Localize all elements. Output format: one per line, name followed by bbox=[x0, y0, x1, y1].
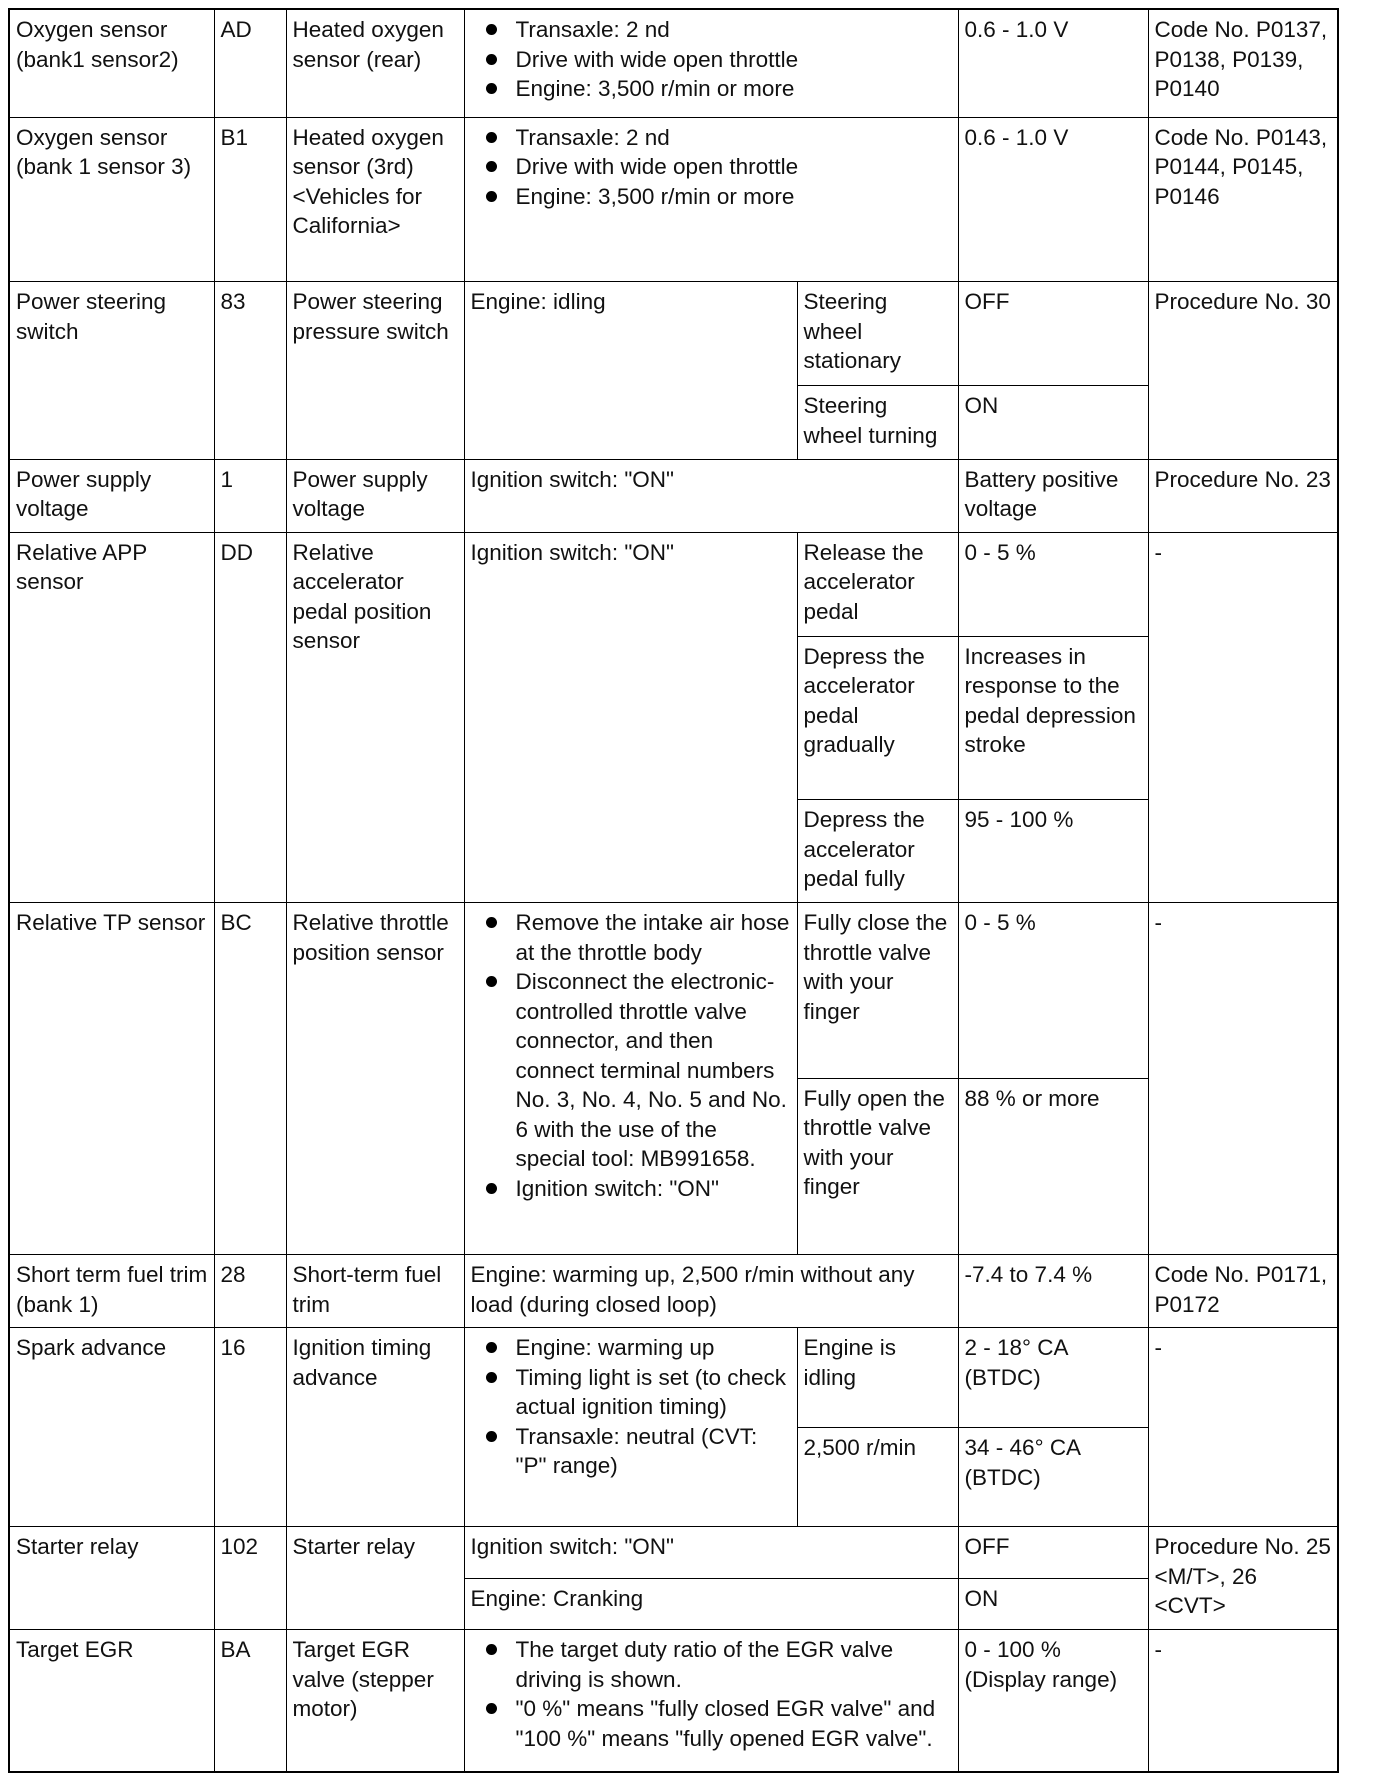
reference-cell: - bbox=[1148, 1328, 1338, 1527]
normal-condition-cell: 0.6 - 1.0 V bbox=[958, 117, 1148, 282]
item-cell: Spark advance bbox=[9, 1328, 214, 1527]
check-condition-cell bbox=[464, 9, 958, 117]
sub-condition-cell: 2,500 r/min bbox=[797, 1428, 958, 1527]
reference-cell: Procedure No. 30 bbox=[1148, 282, 1338, 460]
item-number-cell: DD bbox=[214, 532, 286, 903]
condition-item: Drive with wide open throttle bbox=[516, 152, 952, 182]
item-name-cell: Power supply voltage bbox=[286, 459, 464, 532]
sub-condition-cell: Release the accelerator pedal bbox=[797, 532, 958, 636]
condition-item: Engine: 3,500 r/min or more bbox=[516, 182, 952, 212]
normal-condition-cell: Battery positive voltage bbox=[958, 459, 1148, 532]
check-condition-cell bbox=[464, 1328, 797, 1527]
table-row bbox=[9, 117, 1338, 282]
item-cell: Target EGR bbox=[9, 1630, 214, 1773]
item-number-cell: AD bbox=[214, 9, 286, 117]
table-row bbox=[9, 459, 1338, 532]
normal-condition-cell: OFF bbox=[958, 1527, 1148, 1578]
item-cell: Oxygen sensor (bank1 sensor2) bbox=[9, 9, 214, 117]
table-row bbox=[9, 532, 1338, 636]
condition-item: Disconnect the electronic-controlled throttle valve connector, and then connect terminal numbers No. 3, No. 4, No. 5 and No. 6 with the use of the special tool: MB991658. bbox=[516, 967, 791, 1174]
item-cell: Short term fuel trim (bank 1) bbox=[9, 1255, 214, 1328]
condition-item: "0 %" means "fully closed EGR valve" and "100 %" means "fully opened EGR valve". bbox=[516, 1694, 952, 1753]
condition-item: Transaxle: 2 nd bbox=[516, 123, 952, 153]
item-cell: Power steering switch bbox=[9, 282, 214, 460]
table-row bbox=[9, 1527, 1338, 1578]
table-row bbox=[9, 903, 1338, 1079]
item-number-cell: B1 bbox=[214, 117, 286, 282]
check-condition-cell: Engine: warming up, 2,500 r/min without any load (during closed loop) bbox=[464, 1255, 958, 1328]
check-condition-cell bbox=[464, 117, 958, 282]
item-name-cell: Starter relay bbox=[286, 1527, 464, 1630]
reference-cell: Procedure No. 25 <M/T>, 26 <CVT> bbox=[1148, 1527, 1338, 1630]
normal-condition-cell: Increases in response to the pedal depression stroke bbox=[958, 636, 1148, 800]
check-condition-cell: Engine: idling bbox=[464, 282, 797, 460]
sub-condition-cell: Depress the accelerator pedal fully bbox=[797, 800, 958, 903]
normal-condition-cell: 88 % or more bbox=[958, 1078, 1148, 1255]
sub-condition-cell: Engine is idling bbox=[797, 1328, 958, 1428]
normal-condition-cell: 95 - 100 % bbox=[958, 800, 1148, 903]
normal-condition-cell: 0 - 5 % bbox=[958, 532, 1148, 636]
reference-cell: Procedure No. 23 bbox=[1148, 459, 1338, 532]
table-row bbox=[9, 1255, 1338, 1328]
sub-condition-cell: Fully open the throttle valve with your finger bbox=[797, 1078, 958, 1255]
condition-item: Engine: 3,500 r/min or more bbox=[516, 74, 952, 104]
normal-condition-cell: 34 - 46° CA (BTDC) bbox=[958, 1428, 1148, 1527]
item-number-cell: 28 bbox=[214, 1255, 286, 1328]
check-condition-cell: Ignition switch: "ON" bbox=[464, 532, 797, 903]
check-condition-cell: Engine: Cranking bbox=[464, 1578, 958, 1629]
check-condition-cell bbox=[464, 903, 797, 1255]
normal-condition-cell: ON bbox=[958, 386, 1148, 460]
item-name-cell: Heated oxygen sensor (3rd) <Vehicles for California> bbox=[286, 117, 464, 282]
item-number-cell: 102 bbox=[214, 1527, 286, 1630]
condition-item: Timing light is set (to check actual ignition timing) bbox=[516, 1363, 791, 1422]
normal-condition-cell: ON bbox=[958, 1578, 1148, 1629]
item-cell: Starter relay bbox=[9, 1527, 214, 1630]
table-row bbox=[9, 1630, 1338, 1773]
reference-cell: - bbox=[1148, 532, 1338, 903]
normal-condition-cell: 0 - 100 % (Display range) bbox=[958, 1630, 1148, 1773]
reference-cell: Code No. P0137, P0138, P0139, P0140 bbox=[1148, 9, 1338, 117]
condition-item: Ignition switch: "ON" bbox=[516, 1174, 791, 1204]
reference-cell: - bbox=[1148, 1630, 1338, 1773]
check-condition-cell bbox=[464, 1630, 958, 1773]
item-number-cell: BA bbox=[214, 1630, 286, 1773]
item-number-cell: 83 bbox=[214, 282, 286, 460]
table-row bbox=[9, 1328, 1338, 1428]
item-name-cell: Short-term fuel trim bbox=[286, 1255, 464, 1328]
reference-cell: Code No. P0171, P0172 bbox=[1148, 1255, 1338, 1328]
service-data-table bbox=[8, 8, 1339, 1773]
condition-item: Transaxle: 2 nd bbox=[516, 15, 952, 45]
item-number-cell: BC bbox=[214, 903, 286, 1255]
item-cell: Oxygen sensor (bank 1 sensor 3) bbox=[9, 117, 214, 282]
condition-item: Drive with wide open throttle bbox=[516, 45, 952, 75]
spec-sheet bbox=[8, 8, 1337, 1773]
condition-item: The target duty ratio of the EGR valve driving is shown. bbox=[516, 1635, 952, 1694]
normal-condition-cell: -7.4 to 7.4 % bbox=[958, 1255, 1148, 1328]
condition-list bbox=[471, 908, 791, 1203]
condition-list bbox=[471, 15, 952, 104]
condition-list bbox=[471, 1333, 791, 1481]
normal-condition-cell: 0 - 5 % bbox=[958, 903, 1148, 1079]
condition-list bbox=[471, 1635, 952, 1753]
item-name-cell: Target EGR valve (stepper motor) bbox=[286, 1630, 464, 1773]
sub-condition-cell: Depress the accelerator pedal gradually bbox=[797, 636, 958, 800]
item-name-cell: Relative throttle position sensor bbox=[286, 903, 464, 1255]
reference-cell: Code No. P0143, P0144, P0145, P0146 bbox=[1148, 117, 1338, 282]
item-name-cell: Heated oxygen sensor (rear) bbox=[286, 9, 464, 117]
condition-item: Transaxle: neutral (CVT: "P" range) bbox=[516, 1422, 791, 1481]
item-name-cell: Ignition timing advance bbox=[286, 1328, 464, 1527]
item-cell: Relative APP sensor bbox=[9, 532, 214, 903]
item-number-cell: 1 bbox=[214, 459, 286, 532]
table-row bbox=[9, 9, 1338, 117]
table-row bbox=[9, 282, 1338, 386]
item-number-cell: 16 bbox=[214, 1328, 286, 1527]
condition-item: Remove the intake air hose at the throttle body bbox=[516, 908, 791, 967]
condition-item: Engine: warming up bbox=[516, 1333, 791, 1363]
check-condition-cell: Ignition switch: "ON" bbox=[464, 459, 958, 532]
normal-condition-cell: OFF bbox=[958, 282, 1148, 386]
item-cell: Power supply voltage bbox=[9, 459, 214, 532]
item-name-cell: Power steering pressure switch bbox=[286, 282, 464, 460]
sub-condition-cell: Steering wheel stationary bbox=[797, 282, 958, 386]
check-condition-cell: Ignition switch: "ON" bbox=[464, 1527, 958, 1578]
sub-condition-cell: Steering wheel turning bbox=[797, 386, 958, 460]
reference-cell: - bbox=[1148, 903, 1338, 1255]
sub-condition-cell: Fully close the throttle valve with your finger bbox=[797, 903, 958, 1079]
condition-list bbox=[471, 123, 952, 212]
item-cell: Relative TP sensor bbox=[9, 903, 214, 1255]
item-name-cell: Relative accelerator pedal position sensor bbox=[286, 532, 464, 903]
normal-condition-cell: 0.6 - 1.0 V bbox=[958, 9, 1148, 117]
normal-condition-cell: 2 - 18° CA (BTDC) bbox=[958, 1328, 1148, 1428]
